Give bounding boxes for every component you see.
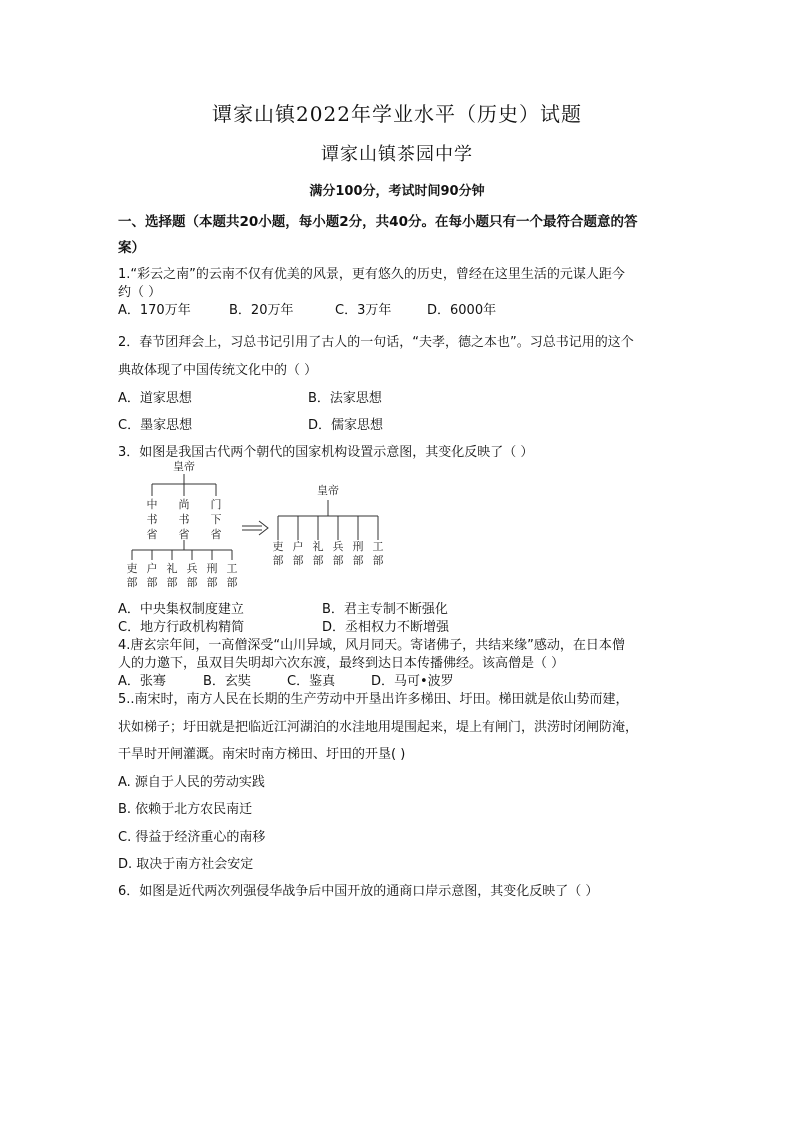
left-bu-label: 吏部 xyxy=(126,562,138,589)
q4-stem-line1: 4.唐玄宗年间，一高僧深受“山川异域，风月同天。寄诸佛子，共结来缘”感动，在日本僧 xyxy=(118,638,625,653)
transition-arrow-icon xyxy=(242,521,268,535)
exam-info: 满分100分，考试时间90分钟 xyxy=(309,184,485,199)
q2-stem-line2: 典故体现了中国传统文化中的（ ） xyxy=(118,363,318,378)
q2-option-b: B．法家思想 xyxy=(308,391,382,406)
q5-stem-line1: 5..南宋时，南方人民在长期的生产劳动中开垦出许多梯田、圩田。梯田就是依山势而建， xyxy=(118,692,629,707)
q4-option-a: A．张骞 xyxy=(118,674,166,689)
q3-option-d: D．丞相权力不断增强 xyxy=(322,620,450,635)
government-structure-diagram xyxy=(118,456,398,594)
q5-option-c: C. 得益于经济重心的南移 xyxy=(118,830,266,845)
q3-option-c: C．地方行政机构精简 xyxy=(118,620,245,635)
q2-stem-line1: 2．春节团拜会上，习总书记引用了古人的一句话，“夫孝，德之本也”。习总书记用的这个 xyxy=(118,335,634,350)
school-name: 谭家山镇茶园中学 xyxy=(321,144,473,165)
left-bu-label: 户部 xyxy=(146,562,158,589)
left-bu-label: 刑部 xyxy=(206,562,218,589)
q2-option-c: C．墨家思想 xyxy=(118,418,193,433)
q3-stem: 3．如图是我国古代两个朝代的国家机构设置示意图，其变化反映了（ ） xyxy=(118,445,534,460)
left-sheng-label: 中书省 xyxy=(146,498,158,541)
q4-option-c: C．鉴真 xyxy=(287,674,336,689)
right-bu-label: 刑部 xyxy=(352,540,364,567)
q4-option-b: B．玄奘 xyxy=(203,674,251,689)
left-bu-label: 兵部 xyxy=(186,562,198,589)
q5-option-d: D. 取决于南方社会安定 xyxy=(118,857,254,872)
q1-stem-line1: 1.“彩云之南”的云南不仅有优美的风景，更有悠久的历史，曾经在这里生活的元谋人距今 xyxy=(118,267,625,282)
section-heading-line2: 案） xyxy=(118,240,145,256)
q5-stem-line3: 干旱时开闸灌溉。南宋时南方梯田、圩田的开垦( ) xyxy=(118,747,406,762)
left-bu-label: 工部 xyxy=(226,562,238,589)
left-sheng-label: 门下省 xyxy=(210,498,222,541)
q3-option-b: B．君主专制不断强化 xyxy=(322,602,448,617)
q2-option-a: A．道家思想 xyxy=(118,391,192,406)
q1-stem-line2: 约（ ） xyxy=(118,285,162,300)
q1-option-c: C．3万年 xyxy=(335,303,392,318)
q1-option-d: D．6000年 xyxy=(427,303,497,318)
right-emperor-label: 皇帝 xyxy=(317,484,339,497)
q1-option-a: A．170万年 xyxy=(118,303,191,318)
q5-option-b: B. 依赖于北方农民南迁 xyxy=(118,802,253,817)
q5-stem-line2: 状如梯子；圩田就是把临近江河湖泊的水洼地用堤围起来，堤上有闸门，洪涝时闭闸防淹， xyxy=(118,720,639,735)
q2-option-d: D．儒家思想 xyxy=(308,418,384,433)
q1-option-b: B．20万年 xyxy=(229,303,294,318)
left-sheng-label: 尚书省 xyxy=(178,498,190,541)
q4-stem-line2: 人的力邀下，虽双目失明却六次东渡，最终到达日本传播佛经。该高僧是（ ） xyxy=(118,656,565,671)
right-bu-label: 礼部 xyxy=(312,540,324,567)
q5-option-a: A. 源自于人民的劳动实践 xyxy=(118,775,265,790)
q4-option-d: D．马可•波罗 xyxy=(371,674,454,689)
left-bu-label: 礼部 xyxy=(166,562,178,589)
q6-stem: 6．如图是近代两次列强侵华战争后中国开放的通商口岸示意图，其变化反映了（ ） xyxy=(118,884,599,899)
exam-title: 谭家山镇2022年学业水平（历史）试题 xyxy=(212,102,582,126)
right-bu-label: 工部 xyxy=(372,540,384,567)
left-emperor-label: 皇帝 xyxy=(173,460,195,473)
right-bu-label: 吏部 xyxy=(272,540,284,567)
right-bu-label: 户部 xyxy=(292,540,304,567)
q3-option-a: A．中央集权制度建立 xyxy=(118,602,244,617)
right-bu-label: 兵部 xyxy=(332,540,344,567)
section-heading-line1: 一、选择题（本题共20小题，每小题2分，共40分。在每小题只有一个最符合题意的答 xyxy=(118,214,638,230)
